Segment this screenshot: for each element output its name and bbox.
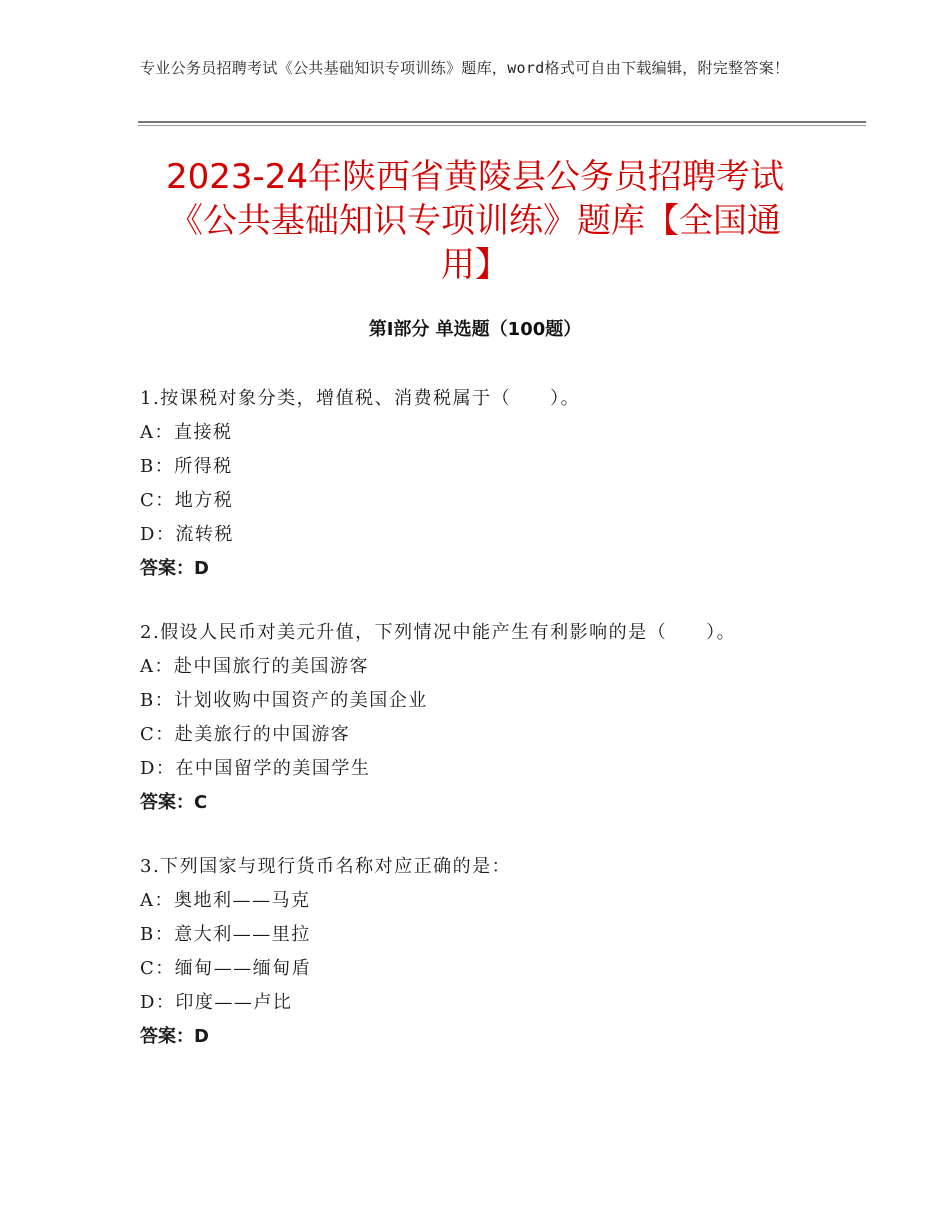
option-c: C：赴美旅行的中国游客 [140,724,351,745]
option-b: B：计划收购中国资产的美国企业 [140,690,428,711]
option-a: A：直接税 [140,422,233,443]
document-title: 2023-24年陕西省黄陵县公务员招聘考试《公共基础知识专项训练》题库【全国通用】 [165,157,785,285]
answer: 答案：D [140,1026,209,1047]
header-note: 专业公务员招聘考试《公共基础知识专项训练》题库，word格式可自由下载编辑，附完整答案！ [140,59,790,77]
option-c: C：地方税 [140,490,234,511]
option-d: D：印度——卢比 [140,992,293,1013]
section-title: 第Ⅰ部分 单选题（100题） [368,319,582,340]
question-stem: 1.按课税对象分类，增值税、消费税属于（ ）。 [140,388,581,409]
question-stem: 2.假设人民币对美元升值，下列情况中能产生有利影响的是（ ）。 [140,622,737,643]
question-list [140,382,840,1084]
question-3 [140,850,840,1054]
option-b: B：所得税 [140,456,233,477]
option-a: A：赴中国旅行的美国游客 [140,656,369,677]
option-a: A：奥地利——马克 [140,890,311,911]
question-stem: 3.下列国家与现行货币名称对应正确的是： [140,856,512,877]
header-rule-thin [138,125,866,126]
option-d: D：在中国留学的美国学生 [140,758,371,779]
option-d: D：流转税 [140,524,234,545]
option-b: B：意大利——里拉 [140,924,311,945]
answer: 答案：C [140,792,208,813]
header-rule-thick [138,121,866,123]
answer: 答案：D [140,558,209,579]
option-c: C：缅甸——缅甸盾 [140,958,312,979]
question-1 [140,382,840,586]
question-2 [140,616,840,820]
